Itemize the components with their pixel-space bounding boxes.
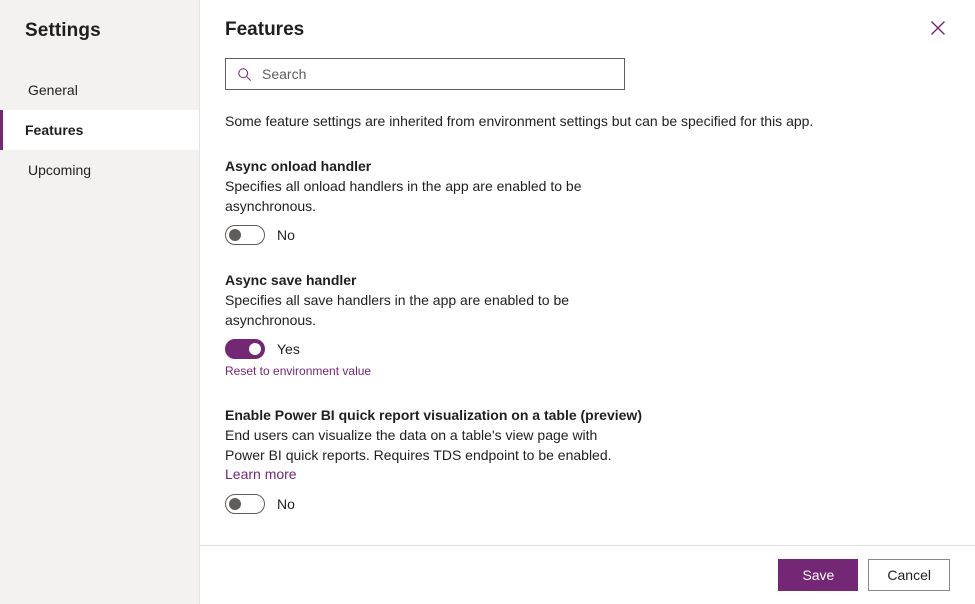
toggle-knob: [249, 343, 261, 355]
feature-title: Async onload handler: [225, 158, 372, 174]
toggle-state-label: No: [277, 227, 295, 243]
sidebar-item-features[interactable]: [0, 110, 199, 150]
sidebar-item-label: Features: [25, 122, 84, 138]
toggle-state-label: Yes: [277, 341, 300, 357]
search-input[interactable]: [260, 60, 616, 88]
powerbi-quick-report-toggle[interactable]: [225, 494, 265, 514]
cancel-button[interactable]: Cancel: [868, 559, 950, 591]
sidebar-title: Settings: [25, 20, 101, 41]
settings-sidebar: [0, 0, 200, 604]
toggle-state-label: No: [277, 495, 295, 512]
toggle-knob: [229, 229, 241, 241]
feature-description-text: End users can visualize the data on a table's view page with Power BI quick reports. Requires TDS endpoint to be enabled.: [225, 427, 612, 463]
settings-main-panel: [200, 0, 975, 604]
close-button[interactable]: [923, 14, 953, 44]
feature-toggle-row: [225, 225, 645, 245]
feature-async-save-handler: [225, 270, 645, 380]
toggle-knob: [229, 498, 241, 510]
feature-description: Specifies all save handlers in the app are enabled to be asynchronous.: [225, 292, 570, 328]
sidebar-item-label: General: [28, 82, 78, 98]
sidebar-item-upcoming[interactable]: [0, 150, 199, 190]
learn-more-link[interactable]: Learn more: [225, 466, 297, 482]
sidebar-item-general[interactable]: [0, 70, 199, 110]
async-onload-handler-toggle[interactable]: [225, 225, 265, 245]
feature-toggle-row: [225, 494, 645, 514]
feature-description: Specifies all onload handlers in the app are enabled to be asynchronous.: [225, 178, 582, 214]
dialog-footer: [200, 545, 975, 604]
sidebar-item-label: Upcoming: [28, 162, 92, 178]
feature-toggle-row: [225, 339, 645, 359]
page-title: Features: [225, 19, 305, 40]
search-box[interactable]: [225, 58, 625, 90]
sidebar-nav: [0, 70, 199, 190]
feature-async-onload-handler: [225, 156, 645, 245]
feature-title: Async save handler: [225, 272, 357, 288]
async-save-handler-toggle[interactable]: [225, 339, 265, 359]
close-icon: [930, 20, 946, 39]
features-content: [200, 58, 975, 528]
reset-to-environment-value-link[interactable]: Reset to environment value: [225, 364, 372, 378]
feature-title: Enable Power BI quick report visualization on a table (preview): [225, 407, 642, 423]
search-icon: [236, 66, 252, 82]
panel-header: [200, 0, 975, 44]
save-button[interactable]: Save: [778, 559, 858, 591]
features-intro-text: Some feature settings are inherited from environment settings but can be specified for this app.: [225, 113, 814, 129]
feature-powerbi-quick-report: [225, 405, 645, 514]
feature-description: [225, 426, 625, 485]
